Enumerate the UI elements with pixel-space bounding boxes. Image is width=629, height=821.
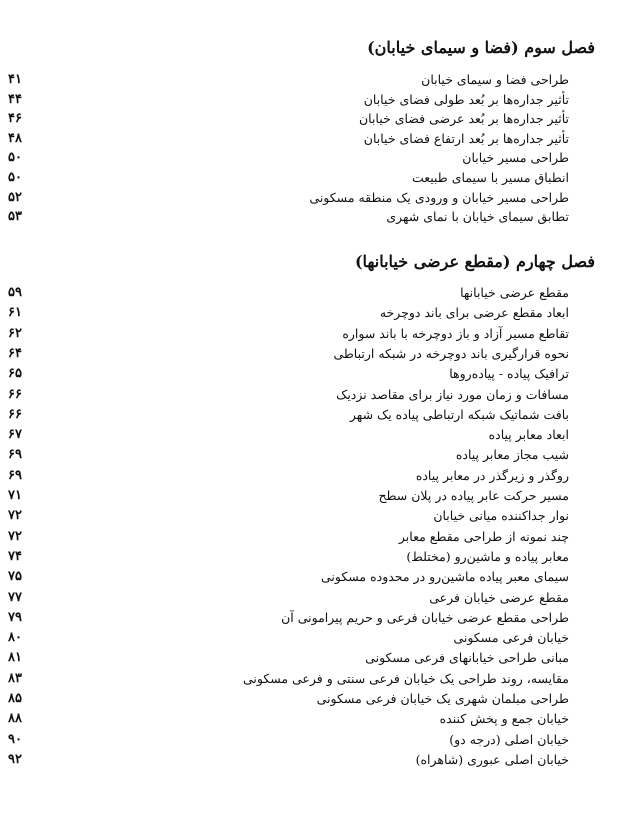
toc-entry-title: ترافیک پیاده - پیادەروها [449, 366, 569, 382]
toc-entry [0, 90, 629, 110]
toc-entry-page-number: ۶۵ [8, 366, 22, 382]
toc-entry [0, 648, 629, 668]
toc-entry [0, 669, 629, 689]
toc-entry-title: چند نمونه از طراحی مقطع معابر [398, 528, 569, 544]
toc-entry-title: تقاطع مسیر آزاد و باز دوچرخه با باند سواره [342, 325, 569, 341]
toc-entry-page-number: ۶۱ [8, 305, 22, 321]
toc-entry [0, 207, 629, 227]
toc-entry [0, 405, 629, 425]
toc-entry-title: مبانی طراحی خیابانهای فرعی مسکونی [365, 650, 569, 666]
toc-entry-title: مقطع عرضی خیابانها [460, 285, 569, 300]
toc-entry-page-number: ۷۴ [8, 548, 22, 564]
toc-entry-title: طراحی مقطع عرضی خیابان فرعی و حریم پیرامونی آن [281, 609, 569, 625]
toc-entry-title: مقایسه، روند طراحی یک خیابان فرعی سنتی و فرعی مسکونی [242, 670, 569, 686]
toc-entry [0, 730, 629, 750]
toc-entry-title: تأثیر جدارەها بر بُعد طولی فضای خیابان [363, 91, 569, 107]
toc-entry-page-number: ۸۰ [8, 630, 22, 646]
toc-entry [0, 344, 629, 364]
toc-entry-title: مسیر حرکت عابر پیاده در پلان سطح [378, 488, 569, 503]
toc-entry-page-number: ۸۵ [8, 691, 22, 706]
toc-entry-page-number: ۸۱ [8, 650, 22, 666]
toc-entry-title: طراحی فضا و سیمای خیابان [421, 72, 569, 87]
toc-entry-page-number: ۷۲ [8, 508, 22, 524]
toc-entry [0, 588, 629, 608]
toc-entry-title: معابر پیاده و ماشین‌رو (مختلط) [406, 548, 569, 564]
toc-entry-title: طراحی مبلمان شهری یک خیابان فرعی مسکونی [316, 691, 569, 706]
toc-entry-page-number: ۵۹ [8, 285, 22, 300]
toc-entry-page-number: ۵۰ [8, 150, 22, 166]
toc-entry-title: نحوه قرارگیری باند دوچرخه در شبکه ارتباطی [333, 345, 569, 361]
toc-entry-page-number: ۹۲ [8, 751, 22, 767]
toc-entry-page-number: ۷۷ [8, 589, 22, 605]
toc-entry-page-number: ۷۲ [8, 528, 22, 544]
toc-entry-title: مقطع عرضی خیابان فرعی [429, 589, 569, 605]
toc-entry-page-number: ۵۲ [8, 189, 22, 205]
toc-entry-page-number: ۶۲ [8, 325, 22, 341]
toc-entry-title: تطابق سیمای خیابان با نمای شهری [386, 209, 569, 225]
toc-entry-page-number: ۴۶ [8, 111, 22, 127]
toc-entry [0, 109, 629, 129]
toc-entry-title: طراحی مسیر خیابان [462, 150, 569, 166]
toc-entry [0, 425, 629, 445]
toc-entry-page-number: ۴۴ [8, 91, 22, 107]
toc-entry-page-number: ۵۳ [8, 209, 22, 225]
toc-entry-page-number: ۷۹ [8, 609, 22, 625]
toc-entry [0, 689, 629, 709]
toc-entry [0, 750, 629, 770]
toc-entry [0, 283, 629, 303]
toc-entry-page-number: ۸۸ [8, 711, 22, 727]
toc-entry [0, 547, 629, 567]
toc-entry-title: شیب مجاز معابر پیاده [455, 447, 569, 463]
toc-entry-title: انطباق مسیر با سیمای طبیعت [411, 170, 569, 185]
toc-entry-title: تأثیر جدارەها بر بُعد ارتفاع فضای خیابان [363, 130, 569, 146]
toc-entry-title: بافت شماتیک شبکه ارتباطی پیاده یک شهر [349, 406, 569, 422]
toc-entry [0, 527, 629, 547]
toc-entry [0, 148, 629, 168]
toc-entry [0, 567, 629, 587]
toc-entry [0, 70, 629, 90]
toc-entry [0, 608, 629, 628]
toc-entry-page-number: ۸۳ [8, 670, 22, 686]
toc-entry-page-number: ۶۶ [8, 386, 22, 402]
toc-entry-page-number: ۷۱ [8, 488, 22, 503]
toc-entry-title: خیابان جمع و پخش کننده [439, 711, 569, 727]
toc-entry-page-number: ۷۵ [8, 569, 22, 585]
toc-entry [0, 709, 629, 729]
toc-entry [0, 168, 629, 188]
chapter-3-heading: فصل سوم (فضا و سیمای خیابان) [367, 38, 595, 57]
toc-entry [0, 506, 629, 526]
toc-entry-page-number: ۹۰ [8, 731, 22, 747]
chapter-4-heading: فصل چهارم (مقطع عرضی خیابانها) [354, 252, 595, 271]
toc-entry-title: ابعاد مقطع عرضی برای باند دوچرخه [379, 305, 569, 321]
toc-entry-page-number: ۴۸ [8, 130, 22, 146]
toc-entry [0, 385, 629, 405]
toc-entry-title: تأثیر جدارەها بر بُعد عرضی فضای خیابان [358, 111, 569, 127]
toc-entry-title: سیمای معبر پیاده ماشین‌رو در محدوده مسکونی [321, 569, 569, 585]
toc-entry [0, 486, 629, 506]
toc-entry [0, 129, 629, 149]
toc-entry-page-number: ۶۶ [8, 406, 22, 422]
toc-entry [0, 628, 629, 648]
toc-entry-title: ابعاد معابر پیاده [488, 427, 569, 443]
toc-entry [0, 188, 629, 208]
toc-entry [0, 466, 629, 486]
toc-entry [0, 445, 629, 465]
toc-entry-page-number: ۶۷ [8, 427, 22, 443]
toc-entry [0, 324, 629, 344]
toc-entry-page-number: ۶۹ [8, 447, 22, 463]
toc-entry-title: مسافات و زمان مورد نیاز برای مقاصد نزدیک [336, 386, 569, 402]
toc-entry-page-number: ۶۹ [8, 467, 22, 483]
toc-entry-title: خیابان اصلی عبوری (شاهراه) [415, 751, 569, 767]
toc-entry-page-number: ۴۱ [8, 72, 22, 87]
toc-entry-title: خیابان اصلی (درجه دو) [449, 731, 569, 747]
toc-entry-title: طراحی مسیر خیابان و ورودی یک منطقه مسکونی [309, 189, 569, 205]
toc-entry-page-number: ۵۰ [8, 170, 22, 185]
toc-entry-page-number: ۶۴ [8, 345, 22, 361]
toc-entry-title: خیابان فرعی مسکونی [453, 630, 569, 646]
toc-entry [0, 364, 629, 384]
toc-entry [0, 303, 629, 323]
toc-entry-title: نوار جداکننده میانی خیابان [433, 508, 569, 524]
toc-entry-title: روگذر و زیرگذر در معابر پیاده [415, 467, 569, 483]
